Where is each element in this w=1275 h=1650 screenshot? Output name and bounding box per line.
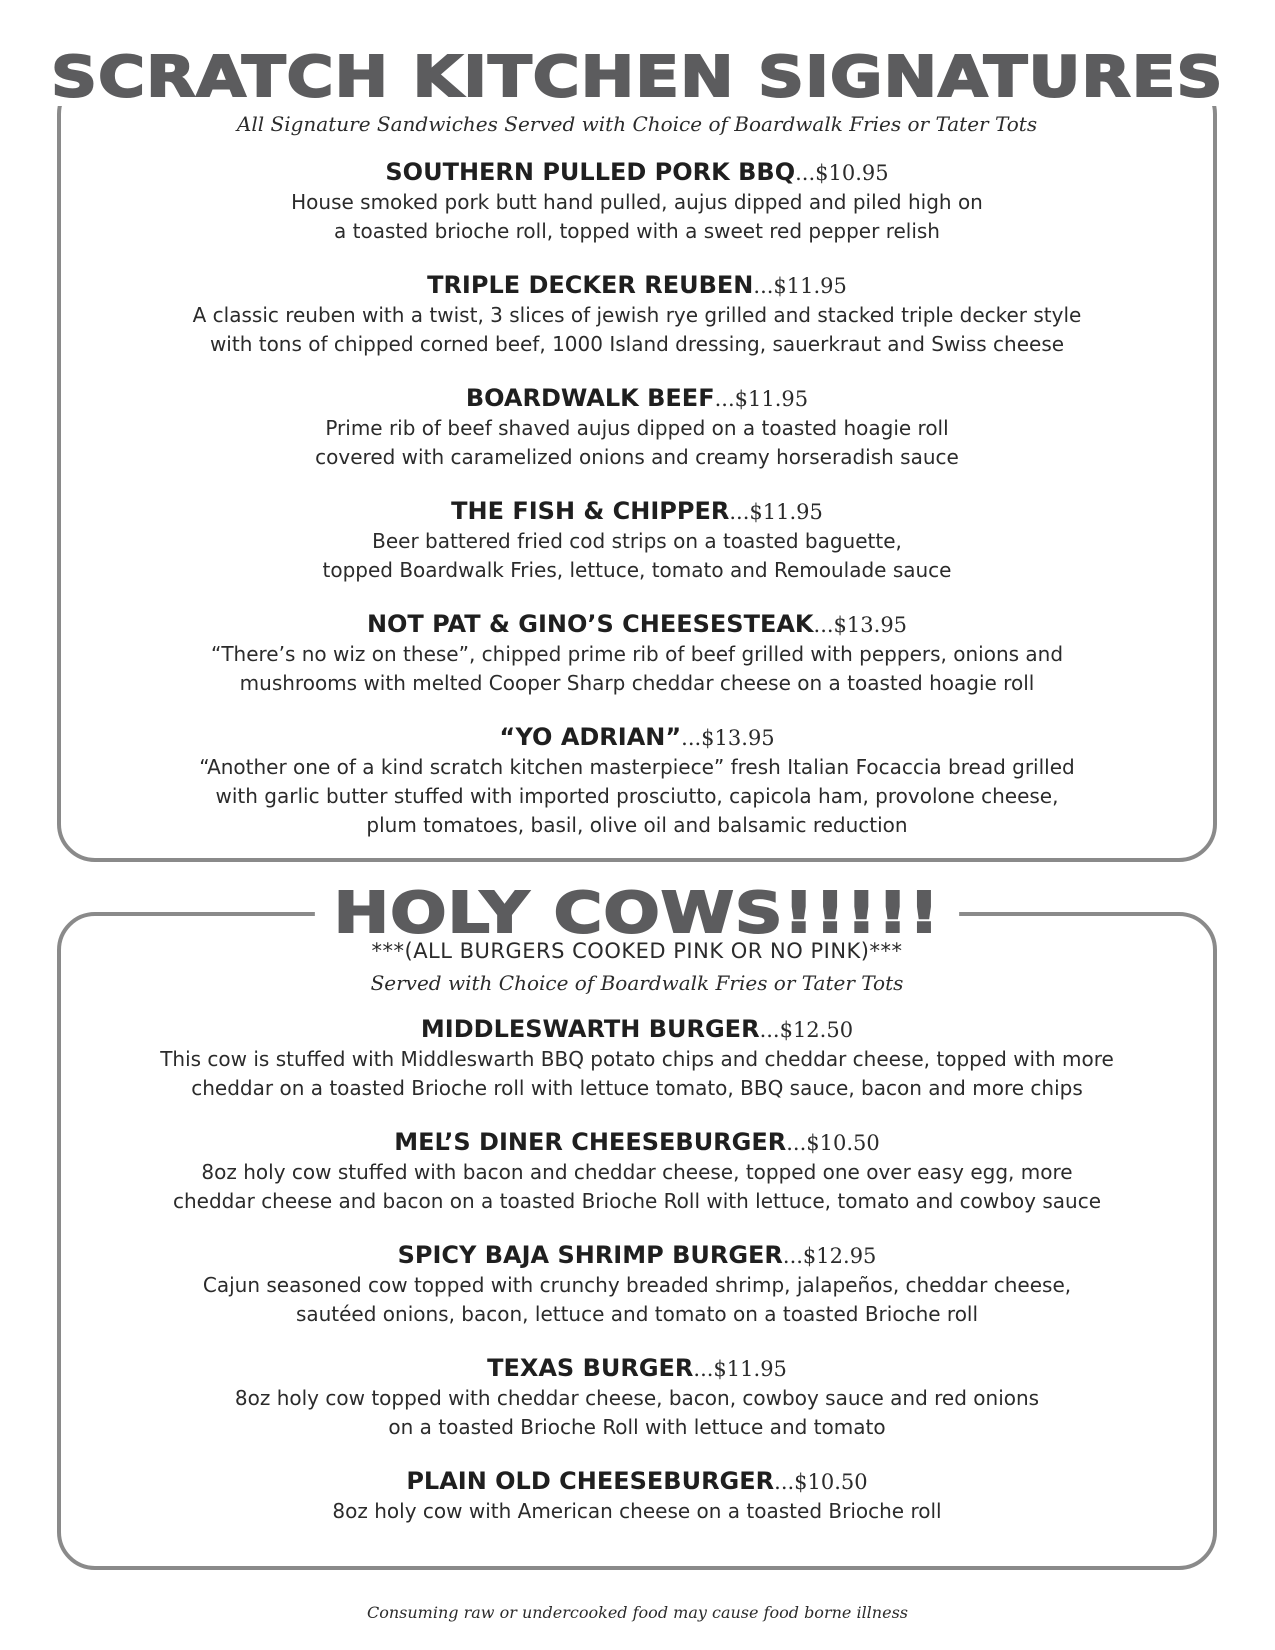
description-line: a toasted brioche roll, topped with a sweet red pepper relish bbox=[334, 219, 940, 243]
menu-item-description bbox=[61, 640, 1213, 698]
description-line: “There’s no wiz on these”, chipped prime rib of beef grilled with peppers, onions and bbox=[210, 642, 1064, 666]
description-line: mushrooms with melted Cooper Sharp cheddar cheese on a toasted hoagie roll bbox=[239, 671, 1035, 695]
description-line: A classic reuben with a twist, 3 slices of jewish rye grilled and stacked triple decker style bbox=[192, 303, 1082, 327]
menu-item bbox=[61, 609, 1213, 722]
description-line: This cow is stuffed with Middleswarth BBQ potato chips and cheddar cheese, topped with more bbox=[160, 1047, 1114, 1071]
menu-item-name: TEXAS BURGER bbox=[487, 1354, 694, 1382]
menu-item bbox=[61, 1466, 1213, 1579]
description-line: cheddar on a toasted Brioche roll with lettuce tomato, BBQ sauce, bacon and more chips bbox=[191, 1076, 1083, 1100]
description-line: Prime rib of beef shaved aujus dipped on a toasted hoagie roll bbox=[325, 416, 949, 440]
menu-item-name: SOUTHERN PULLED PORK BBQ bbox=[385, 158, 796, 186]
menu-item-price: ...$11.95 bbox=[714, 387, 809, 411]
menu-item bbox=[61, 722, 1213, 835]
description-line: 8oz holy cow with American cheese on a toasted Brioche roll bbox=[332, 1499, 942, 1523]
burger-cook-notice: ***(ALL BURGERS COOKED PINK OR NO PINK)*** bbox=[371, 939, 903, 963]
description-line: on a toasted Brioche Roll with lettuce and tomato bbox=[388, 1415, 886, 1439]
description-line: 8oz holy cow stuffed with bacon and cheddar cheese, topped one over easy egg, more bbox=[201, 1160, 1073, 1184]
menu-item-name: NOT PAT & GINO’S CHEESESTEAK bbox=[366, 610, 814, 638]
menu-item-heading bbox=[61, 1127, 1213, 1158]
description-line: Cajun seasoned cow topped with crunchy breaded shrimp, jalapeños, cheddar cheese, bbox=[202, 1273, 1072, 1297]
menu-item-description bbox=[61, 301, 1213, 359]
menu-item-name: MIDDLESWARTH BURGER bbox=[420, 1015, 760, 1043]
menu-item-price: ...$12.50 bbox=[759, 1018, 854, 1042]
menu-item-description bbox=[61, 1271, 1213, 1329]
menu-item-price: ...$10.50 bbox=[774, 1470, 868, 1494]
menu-item-name: SPICY BAJA SHRIMP BURGER bbox=[397, 1241, 783, 1269]
menu-item-description bbox=[61, 1497, 1213, 1526]
menu-item-price: ...$13.95 bbox=[813, 613, 908, 637]
menu-item-price: ...$11.95 bbox=[753, 274, 847, 298]
menu-item bbox=[61, 1127, 1213, 1240]
menu-item bbox=[61, 1014, 1213, 1127]
menu-item-heading bbox=[61, 1014, 1213, 1045]
menu-item-description bbox=[61, 753, 1213, 840]
menu-item-name: MEL’S DINER CHEESEBURGER bbox=[394, 1128, 787, 1156]
menu-item-price: ...$11.95 bbox=[693, 1357, 787, 1381]
menu-item-description bbox=[61, 414, 1213, 472]
menu-item-heading bbox=[61, 609, 1213, 640]
menu-item bbox=[61, 157, 1213, 270]
menu-item-description bbox=[61, 1158, 1213, 1216]
signatures-subtitle: All Signature Sandwiches Served with Choice of Boardwalk Fries or Tater Tots bbox=[236, 112, 1038, 136]
description-line: cheddar cheese and bacon on a toasted Brioche Roll with lettuce, tomato and cowboy sauce bbox=[172, 1189, 1101, 1213]
description-line: 8oz holy cow topped with cheddar cheese, bacon, cowboy sauce and red onions bbox=[234, 1386, 1040, 1410]
menu-item-heading bbox=[61, 1240, 1213, 1271]
menu-item-heading bbox=[61, 270, 1213, 301]
menu-item-description bbox=[61, 188, 1213, 246]
menu-item-price: ...$12.95 bbox=[782, 1244, 877, 1268]
menu-item-price: ...$10.95 bbox=[795, 161, 889, 185]
description-line: “Another one of a kind scratch kitchen masterpiece” fresh Italian Focaccia bread grilled bbox=[199, 755, 1075, 779]
description-line: topped Boardwalk Fries, lettuce, tomato and Remoulade sauce bbox=[322, 558, 952, 582]
menu-item-name: BOARDWALK BEEF bbox=[465, 384, 715, 412]
signatures-section bbox=[50, 45, 1224, 862]
food-safety-disclaimer: Consuming raw or undercooked food may cause food borne illness bbox=[366, 1603, 908, 1622]
holy-cows-section bbox=[57, 881, 1217, 1570]
menu-item bbox=[61, 1240, 1213, 1353]
menu-item-name: “YO ADRIAN” bbox=[499, 723, 682, 751]
menu-item-price: ...$13.95 bbox=[681, 726, 775, 750]
holy-cows-subtitle: Served with Choice of Boardwalk Fries or Tater Tots bbox=[370, 971, 904, 995]
description-line: Beer battered fried cod strips on a toasted baguette, bbox=[372, 529, 902, 553]
menu-item-heading bbox=[61, 157, 1213, 188]
signatures-items bbox=[61, 157, 1213, 835]
description-line: covered with caramelized onions and creamy horseradish sauce bbox=[315, 445, 959, 469]
menu-item-heading bbox=[61, 496, 1213, 527]
menu-item-description bbox=[61, 1045, 1213, 1103]
menu-item-description bbox=[61, 527, 1213, 585]
description-line: with tons of chipped corned beef, 1000 Island dressing, sauerkraut and Swiss cheese bbox=[209, 332, 1065, 356]
signatures-title: SCRATCH KITCHEN SIGNATURES bbox=[61, 50, 1213, 106]
menu-item bbox=[61, 383, 1213, 496]
menu-item-heading bbox=[61, 1353, 1213, 1384]
description-line: plum tomatoes, basil, olive oil and balsamic reduction bbox=[366, 813, 908, 837]
description-line: sautéed onions, bacon, lettuce and tomato on a toasted Brioche roll bbox=[295, 1302, 979, 1326]
holy-cows-items bbox=[61, 1014, 1213, 1579]
holy-cows-title: HOLY COWS!!!!! bbox=[61, 886, 1213, 942]
menu-item-price: ...$10.50 bbox=[786, 1131, 880, 1155]
menu-item bbox=[61, 270, 1213, 383]
menu-item-name: PLAIN OLD CHEESEBURGER bbox=[406, 1467, 775, 1495]
description-line: with garlic butter stuffed with imported prosciutto, capicola ham, provolone cheese, bbox=[215, 784, 1059, 808]
menu-item bbox=[61, 1353, 1213, 1466]
menu-item-price: ...$11.95 bbox=[729, 500, 823, 524]
menu-item-name: TRIPLE DECKER REUBEN bbox=[427, 271, 754, 299]
menu-item-heading bbox=[61, 722, 1213, 753]
description-line: House smoked pork butt hand pulled, aujus dipped and piled high on bbox=[291, 190, 983, 214]
menu-item-heading bbox=[61, 1466, 1213, 1497]
menu-item bbox=[61, 496, 1213, 609]
menu-item-description bbox=[61, 1384, 1213, 1442]
menu-item-heading bbox=[61, 383, 1213, 414]
menu-item-name: THE FISH & CHIPPER bbox=[451, 497, 730, 525]
